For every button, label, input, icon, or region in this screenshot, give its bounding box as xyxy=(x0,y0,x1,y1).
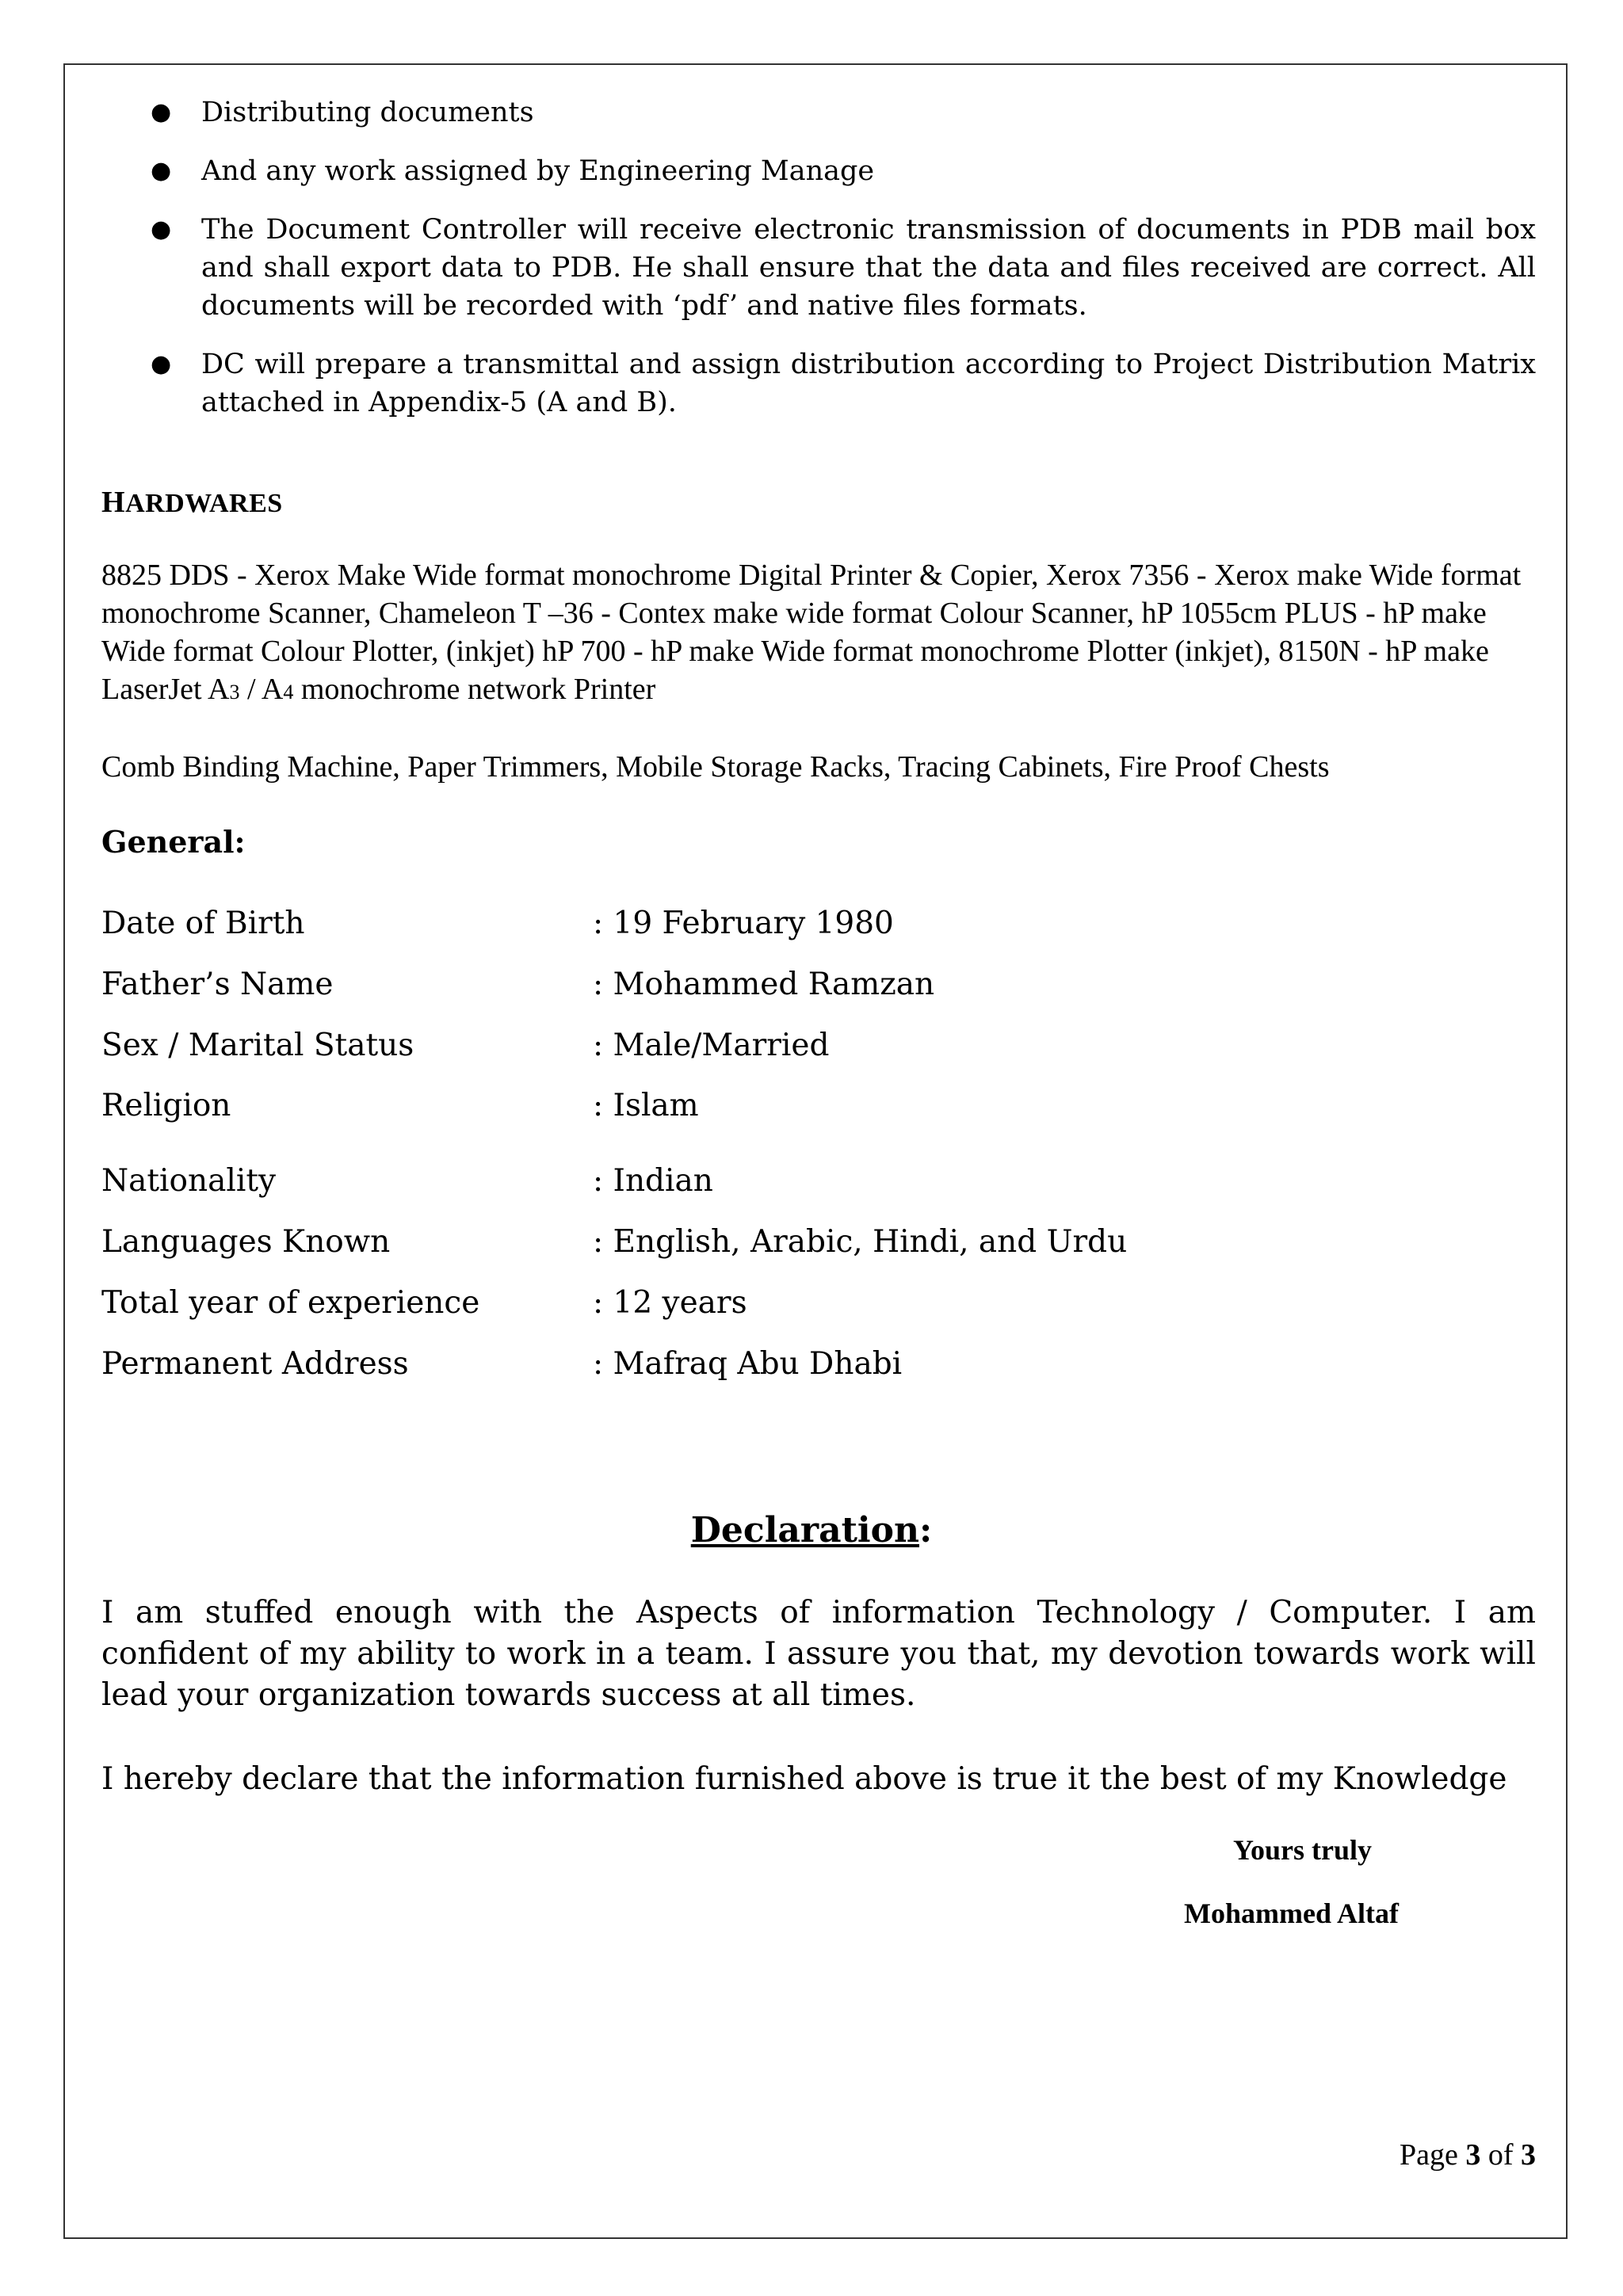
declaration-paragraph: I am stuffed enough with the Aspects of information Technology / Computer. I am confident of my ability to work in a team. I assure you that, my devotion towards work will lead your organization towards success at all times. xyxy=(101,1595,1536,1713)
declaration-heading: Declaration: xyxy=(690,1510,933,1550)
equipment-list: Comb Binding Machine, Paper Trimmers, Mobile Storage Racks, Tracing Cabinets, Fire Proof Chests xyxy=(101,750,1330,784)
page-number: Page 3 of 3 xyxy=(1399,2138,1536,2172)
general-heading: General: xyxy=(101,824,246,860)
declaration-statement: I hereby declare that the information furnished above is true it the best of my Knowledge xyxy=(101,1761,1507,1797)
list-item: ● And any work assigned by Engineering Manage xyxy=(101,152,1536,190)
bullet-icon: ● xyxy=(151,215,172,243)
bullet-icon: ● xyxy=(151,350,172,378)
list-item: ● DC will prepare a transmittal and assign distribution according to Project Distribution Matrix attached in Appendix-5 (A and B). xyxy=(101,345,1536,421)
closing-salutation: Yours truly xyxy=(1233,1834,1373,1866)
list-item: ● The Document Controller will receive electronic transmission of documents in PDB mail box and shall export data to PDB. He shall ensure that the data and files received are correct. All documents will be recorded with ‘pdf’ and native files formats. xyxy=(101,211,1536,325)
signatory-name: Mohammed Altaf xyxy=(1184,1897,1399,1929)
hardwares-list: 8825 DDS - Xerox Make Wide format monochrome Digital Printer & Copier, Xerox 7356 - Xerox make Wide format monochrome Scanner, Chameleon T –36 - Contex make wide format Colour Scanner, hP 1055cm PLUS - hP make Wide format Colour Plotter, (inkjet) hP 700 - hP make Wide format monochrome Plotter (inkjet), 8150N - hP make LaserJet A3 / A4 monochrome network Printer xyxy=(101,559,1522,706)
bullet-icon: ● xyxy=(151,157,172,185)
bullet-icon: ● xyxy=(151,98,172,126)
hardwares-heading: HARDWARES xyxy=(101,486,283,519)
duties-list xyxy=(101,93,1536,442)
list-item: ● Distributing documents xyxy=(101,93,1536,132)
